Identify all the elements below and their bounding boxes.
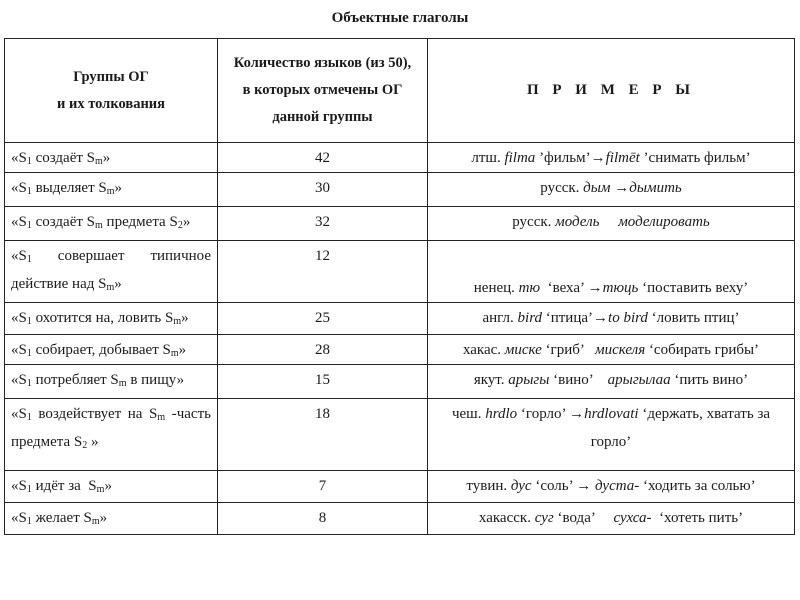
count-cell: 42 (218, 143, 428, 173)
example-word: дымить (629, 180, 682, 196)
group-subscript: 1 (26, 220, 32, 231)
example-text: лтш. (471, 150, 505, 166)
group-text: «S (11, 372, 27, 388)
header-count-line3: данной группы (272, 109, 373, 125)
count-cell: 32 (218, 207, 428, 241)
example-word: модель (555, 214, 600, 230)
group-subscript: 1 (26, 254, 32, 265)
count-cell: 7 (218, 471, 428, 503)
group-subscript: 1 (26, 186, 32, 197)
group-subscript: m (106, 186, 115, 197)
group-text: совершает типичное действие над S (11, 248, 215, 292)
group-cell (5, 399, 218, 471)
example-word: суг (534, 510, 554, 526)
group-subscript: m (96, 484, 105, 495)
group-text: » (182, 214, 191, 230)
header-count-line2: в которых отмечены ОГ (242, 82, 403, 98)
header-row (5, 39, 795, 143)
count-cell: 15 (218, 365, 428, 399)
example-text: ненец. (473, 280, 519, 296)
table-row (5, 335, 795, 365)
group-subscript: m (106, 282, 115, 293)
example-cell (428, 303, 795, 335)
group-text: создаёт S (31, 150, 96, 166)
group-subscript: 2 (82, 440, 88, 451)
example-text: тувин. (466, 478, 511, 494)
table-row (5, 503, 795, 535)
example-text: хакасск. (478, 510, 535, 526)
example-cell (428, 335, 795, 365)
example-text: ‘гриб’ (541, 342, 596, 358)
group-text: «S (11, 406, 27, 422)
group-subscript: 1 (26, 156, 32, 167)
group-text: охотится на, ловить S (31, 310, 174, 326)
header-groups-line2: и их толкования (56, 95, 166, 112)
group-subscript: 1 (26, 316, 32, 327)
group-subscript: m (157, 412, 166, 423)
table-body (5, 143, 795, 535)
example-text: англ. (482, 310, 518, 326)
example-word: to bird (608, 310, 648, 326)
group-text: предмета S (102, 214, 178, 230)
group-text: «S (11, 248, 27, 264)
group-subscript: m (91, 516, 100, 527)
group-text: » (87, 434, 99, 450)
group-cell (5, 503, 218, 535)
group-subscript: m (173, 316, 182, 327)
header-examples: П Р И М Е Р Ы (428, 39, 795, 143)
example-word: арыгы (508, 372, 550, 388)
group-subscript: 2 (177, 220, 183, 231)
example-text: ’снимать фильм’ (639, 150, 751, 166)
group-cell (5, 241, 218, 303)
table-row (5, 365, 795, 399)
group-text: «S (11, 478, 27, 494)
group-subscript: m (118, 378, 127, 389)
example-text: ‘поставить веху’ (638, 280, 749, 296)
header-count-line1: Количество языков (из 50), (233, 55, 412, 71)
example-word: дым (583, 180, 611, 196)
group-subscript: 1 (26, 378, 32, 389)
count-cell: 28 (218, 335, 428, 365)
example-word: дус (510, 478, 532, 494)
group-subscript: m (95, 220, 103, 231)
example-word: тюць (602, 280, 639, 296)
example-word: filmēt (605, 150, 640, 166)
group-subscript: 1 (26, 348, 32, 359)
group-text: «S (11, 180, 27, 196)
example-word: мискеля (595, 342, 646, 358)
count-cell: 12 (218, 241, 428, 303)
example-word: миске (504, 342, 542, 358)
count-cell: 8 (218, 503, 428, 535)
example-text: ‘хотеть пить’ (651, 510, 744, 526)
example-text: ‘держать, хватать за горло’ (590, 406, 774, 450)
group-text: «S (11, 342, 27, 358)
example-text: ‘собирать грибы’ (645, 342, 760, 358)
count-cell: 25 (218, 303, 428, 335)
example-cell (428, 143, 795, 173)
header-count (218, 39, 428, 143)
example-word: дуста- (595, 478, 640, 494)
table-row (5, 143, 795, 173)
group-text: создаёт S (31, 214, 96, 230)
group-text: потребляет S (31, 372, 119, 388)
example-word: hrdlovati (584, 406, 639, 422)
group-text: -часть предмета S (11, 406, 215, 450)
group-text: собирает, добывает S (31, 342, 171, 358)
table-row (5, 471, 795, 503)
example-text (599, 214, 618, 230)
example-text: ‘птица’→ (541, 310, 609, 326)
example-word: сухса- (613, 510, 652, 526)
example-cell (428, 241, 795, 303)
object-verbs-table (4, 38, 795, 535)
table-row (5, 303, 795, 335)
group-subscript: 1 (26, 412, 32, 423)
group-text: «S (11, 510, 27, 526)
group-text: » (99, 510, 108, 526)
example-text: чеш. (451, 406, 486, 422)
example-text: ‘вода’ (553, 510, 614, 526)
example-cell (428, 173, 795, 207)
group-text: «S (11, 150, 27, 166)
group-text: » (181, 310, 189, 326)
example-word: hrdlo (485, 406, 518, 422)
group-text: идёт за S (31, 478, 97, 494)
group-text: воздействует на S (31, 406, 158, 422)
table-row (5, 173, 795, 207)
group-cell (5, 471, 218, 503)
group-text: желает S (31, 510, 92, 526)
example-text: ’фильм’→ (535, 150, 606, 166)
count-cell: 30 (218, 173, 428, 207)
example-cell (428, 365, 795, 399)
example-text: ‘пить вино’ (670, 372, 749, 388)
group-text: «S (11, 310, 27, 326)
group-cell (5, 143, 218, 173)
example-word: filma (504, 150, 536, 166)
example-word: арыгылаа (607, 372, 671, 388)
group-text: » (104, 478, 112, 494)
group-text: » (178, 342, 187, 358)
example-text: ‘веха’ → (540, 280, 603, 296)
example-text: ‘соль’ → (531, 478, 596, 494)
group-cell (5, 173, 218, 207)
example-word: тю (518, 280, 541, 296)
example-text: ‘вино’ (549, 372, 608, 388)
example-text: русск. (540, 180, 584, 196)
group-cell (5, 365, 218, 399)
group-text: » (102, 150, 111, 166)
group-cell (5, 207, 218, 241)
group-subscript: m (170, 348, 179, 359)
group-text: в пищу» (126, 372, 185, 388)
table-row (5, 207, 795, 241)
header-groups (5, 39, 218, 143)
group-subscript: m (95, 156, 103, 167)
example-text: ‘ловить птиц’ (647, 310, 740, 326)
table-row (5, 399, 795, 471)
header-groups-line1: Группы ОГ (73, 68, 149, 85)
example-cell (428, 503, 795, 535)
table-row (5, 241, 795, 303)
page-title: Объектные глаголы (331, 10, 469, 26)
example-cell (428, 207, 795, 241)
group-cell (5, 303, 218, 335)
group-text: » (114, 180, 123, 196)
group-subscript: 1 (26, 516, 32, 527)
group-text: выделяет S (31, 180, 107, 196)
group-text: » (114, 276, 122, 292)
example-cell (428, 399, 795, 471)
example-text: хакас. (462, 342, 505, 358)
example-text: русск. (512, 214, 556, 230)
example-cell (428, 471, 795, 503)
example-text: ‘ходить за солью’ (639, 478, 756, 494)
example-text: якут. (473, 372, 509, 388)
example-word: bird (517, 310, 542, 326)
group-cell (5, 335, 218, 365)
count-cell: 18 (218, 399, 428, 471)
example-text: ‘горло’ → (517, 406, 585, 422)
group-text: «S (11, 214, 27, 230)
group-subscript: 1 (26, 484, 32, 495)
example-text: → (610, 180, 630, 196)
example-word: моделировать (618, 214, 710, 230)
